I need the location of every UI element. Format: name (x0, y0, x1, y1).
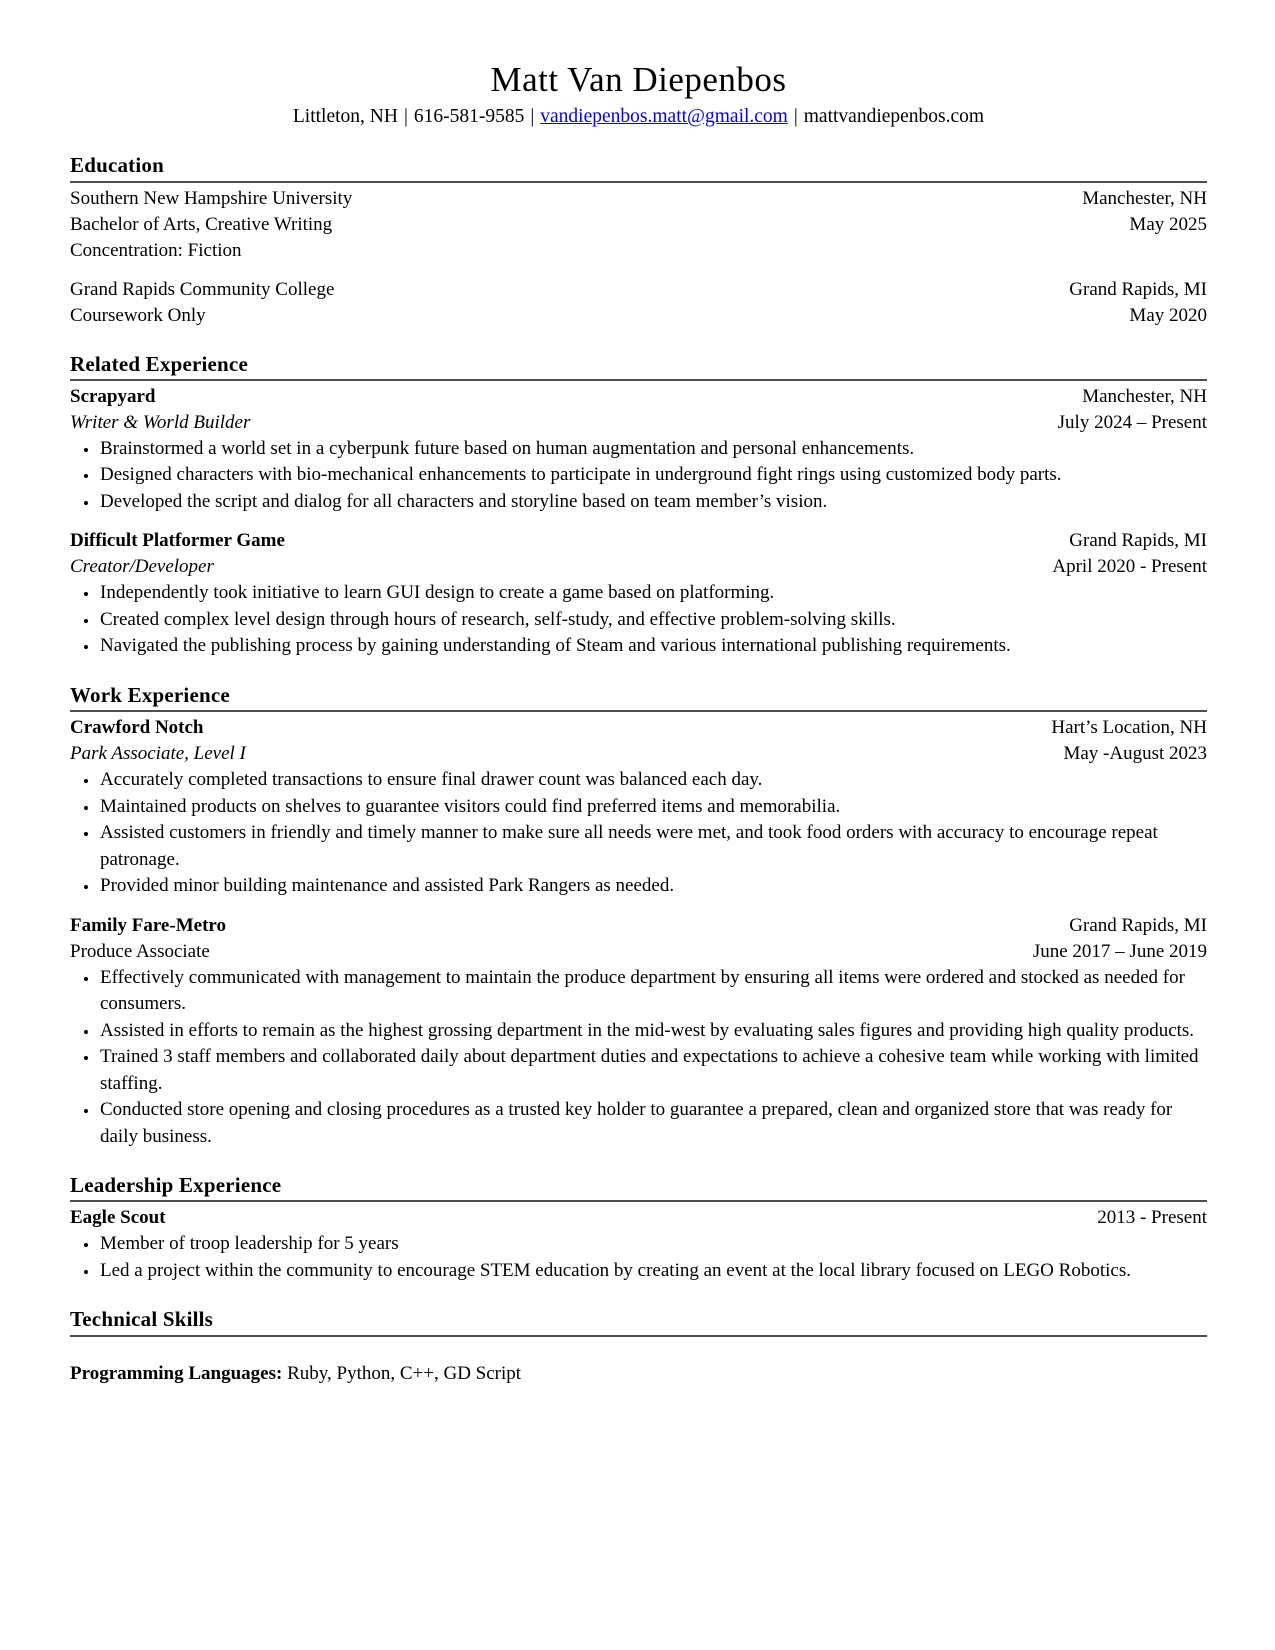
bullet-item: • Assisted in efforts to remain as the highest grossing department in the mid-west by evaluating sales figures and providing high quality products. (99, 1018, 1207, 1045)
job-header-row (70, 715, 1207, 741)
concentration-note: Concentration: Fiction (70, 239, 242, 261)
leadership-bullets (70, 1231, 1207, 1284)
company-name: Family Fare-Metro (70, 914, 226, 936)
job-title: Park Associate, Level I (70, 743, 246, 764)
job-location: Grand Rapids, MI (1069, 914, 1207, 936)
programming-languages-line (70, 1361, 1207, 1387)
company-name: Difficult Platformer Game (70, 530, 285, 552)
leadership-entry (70, 1205, 1207, 1284)
degree: Bachelor of Arts, Creative Writing (70, 213, 333, 235)
bullet-item: • Member of troop leadership for 5 years (99, 1231, 1207, 1258)
section-education (70, 152, 1207, 328)
graduation-date: May 2020 (1129, 304, 1207, 326)
education-entry (70, 186, 1207, 264)
education-entry (70, 277, 1207, 329)
job-header-row (70, 528, 1207, 554)
job-bullets (70, 580, 1207, 660)
bullet-item: • Provided minor building maintenance and assisted Park Rangers as needed. (99, 873, 1207, 900)
contact-separator: | (530, 106, 535, 128)
section-technical-skills (70, 1306, 1207, 1386)
job-entry (70, 528, 1207, 660)
degree: Coursework Only (70, 304, 206, 326)
education-note-row (70, 238, 1207, 264)
bullet-item: • Created complex level design through hours of research, self-study, and effective problem-solving skills. (99, 607, 1207, 634)
job-location: Manchester, NH (1082, 385, 1207, 407)
bullet-item: • Developed the script and dialog for all characters and storyline based on team member’s vision. (99, 489, 1207, 516)
contact-location: Littleton, NH (292, 106, 398, 128)
contact-phone: 616-581-9585 (413, 106, 525, 128)
job-title-row (70, 410, 1207, 436)
job-location: Grand Rapids, MI (1069, 530, 1207, 552)
job-location: Hart’s Location, NH (1051, 717, 1207, 738)
education-degree-row (70, 303, 1207, 329)
section-leadership-experience (70, 1172, 1207, 1284)
job-title-row (70, 554, 1207, 580)
bullet-item: • Assisted customers in friendly and timely manner to make sure all needs were met, and took food orders with accuracy to encourage repeat patronage. (99, 820, 1207, 873)
graduation-date: May 2025 (1129, 213, 1207, 235)
leadership-header-row (70, 1205, 1207, 1231)
contact-website: mattvandiepenbos.com (803, 106, 985, 128)
company-name: Crawford Notch (70, 717, 204, 738)
bullet-item: • Effectively communicated with management to maintain the produce department by ensuring all items were ordered and stocked as needed for consumers. (99, 965, 1207, 1018)
job-entry (70, 913, 1207, 1151)
contact-email-link[interactable]: vandiepenbos.matt@gmail.com (540, 106, 788, 128)
education-heading: Education (70, 152, 1207, 182)
school-name: Grand Rapids Community College (70, 278, 335, 300)
work-experience-heading: Work Experience (70, 682, 1207, 712)
leadership-heading: Leadership Experience (70, 1172, 1207, 1202)
section-related-experience (70, 351, 1207, 660)
bullet-item: • Trained 3 staff members and collaborated daily about department duties and expectations to achieve a cohesive team while working with limited staffing. (99, 1044, 1207, 1097)
bullet-item: • Led a project within the community to encourage STEM education by creating an event at the local library focused on LEGO Robotics. (99, 1258, 1207, 1285)
job-title: Creator/Developer (70, 556, 214, 578)
school-location: Grand Rapids, MI (1069, 278, 1207, 300)
job-dates: April 2020 - Present (1052, 556, 1207, 578)
education-degree-row (70, 212, 1207, 238)
job-header-row (70, 913, 1207, 939)
related-experience-heading: Related Experience (70, 351, 1207, 381)
job-title: Produce Associate (70, 940, 210, 962)
programming-languages-label: Programming Languages: (70, 1362, 283, 1384)
school-name: Southern New Hampshire University (70, 187, 353, 209)
job-header-row (70, 384, 1207, 410)
leadership-dates: 2013 - Present (1097, 1207, 1207, 1229)
job-bullets (70, 965, 1207, 1151)
section-work-experience (70, 682, 1207, 1150)
page-title: Matt Van Diepenbos (490, 60, 787, 99)
job-dates: July 2024 – Present (1057, 411, 1207, 433)
bullet-item: • Conducted store opening and closing procedures as a trusted key holder to guarantee a prepared, clean and organized store that was ready for daily business. (99, 1097, 1207, 1150)
job-title: Writer & World Builder (70, 411, 251, 433)
contact-separator: | (793, 106, 798, 128)
job-bullets (70, 436, 1207, 516)
resume-header (70, 60, 1207, 130)
company-name: Scrapyard (70, 385, 156, 407)
job-title-row (70, 939, 1207, 965)
bullet-item: • Designed characters with bio-mechanical enhancements to participate in underground fight rings using customized body parts. (99, 462, 1207, 489)
job-bullets (70, 767, 1207, 900)
bullet-item: • Maintained products on shelves to guarantee visitors could find preferred items and memorabilia. (99, 794, 1207, 821)
bullet-item: • Accurately completed transactions to ensure final drawer count was balanced each day. (99, 767, 1207, 794)
bullet-item: • Navigated the publishing process by gaining understanding of Steam and various international publishing requirements. (99, 633, 1207, 660)
bullet-item: • Brainstormed a world set in a cyberpunk future based on human augmentation and personal enhancements. (99, 436, 1207, 463)
job-dates: June 2017 – June 2019 (1032, 940, 1207, 962)
technical-skills-heading: Technical Skills (70, 1306, 1207, 1336)
job-entry (70, 715, 1207, 900)
job-dates: May -August 2023 (1063, 743, 1207, 764)
contact-line (70, 104, 1207, 130)
education-header-row (70, 186, 1207, 212)
school-location: Manchester, NH (1082, 187, 1207, 209)
bullet-item: • Independently took initiative to learn GUI design to create a game based on platforming. (99, 580, 1207, 607)
education-header-row (70, 277, 1207, 303)
job-entry (70, 384, 1207, 516)
contact-separator: | (403, 106, 408, 128)
organization-name: Eagle Scout (70, 1207, 166, 1229)
programming-languages-value: Ruby, Python, C++, GD Script (287, 1362, 522, 1384)
job-title-row (70, 741, 1207, 767)
